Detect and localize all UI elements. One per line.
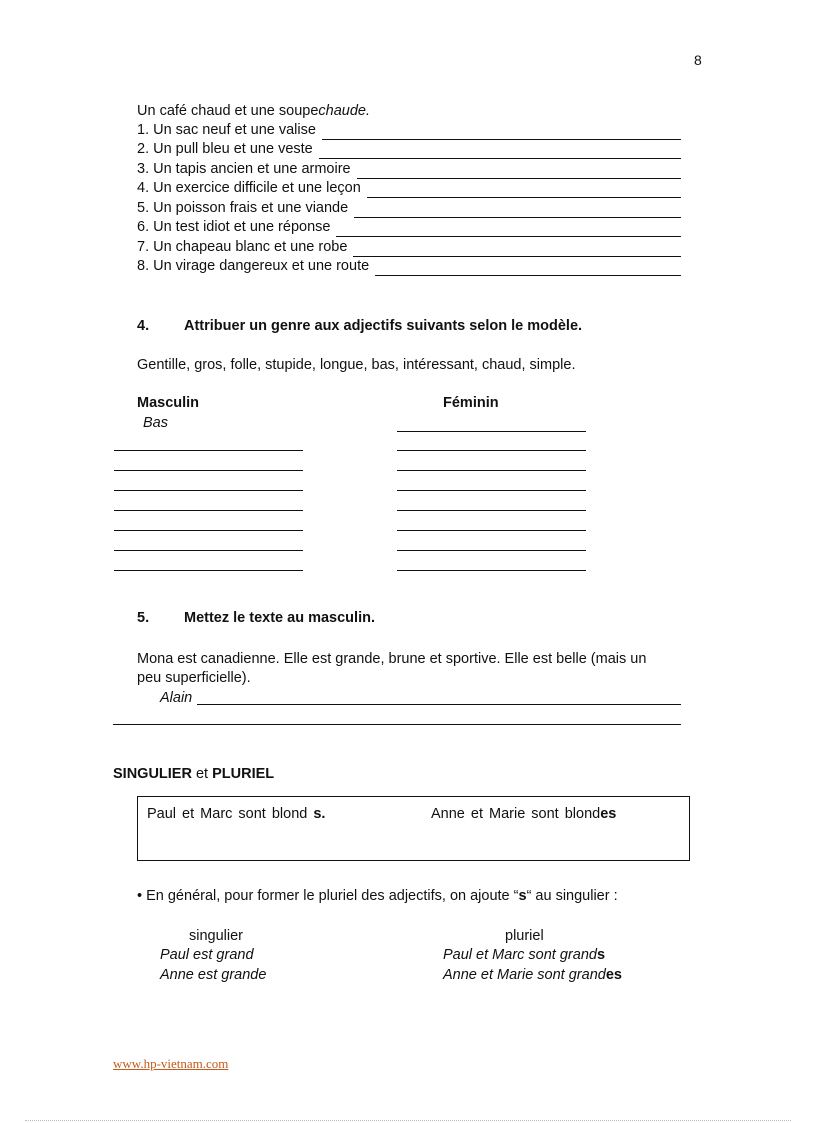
masculin-answer-line[interactable] [114, 510, 303, 511]
exercise-item-text: 3. Un tapis ancien et une armoire [137, 161, 351, 177]
feminin-answer-line[interactable] [397, 431, 586, 432]
exercise-5-title: Mettez le texte au masculin. [184, 610, 375, 626]
box-right-example [431, 806, 616, 822]
pluriel-example-1 [443, 947, 605, 963]
feminin-answer-line[interactable] [397, 510, 586, 511]
box-left-ending: s. [307, 806, 326, 822]
exercise-item [137, 238, 681, 257]
answer-line-2[interactable] [113, 724, 681, 725]
feminin-answer-line[interactable] [397, 570, 586, 571]
example-text: Un café chaud et une soupe [137, 103, 319, 119]
answer-start: Alain [160, 690, 193, 706]
exercise-item-text: 7. Un chapeau blanc et une robe [137, 239, 348, 255]
answer-blank[interactable] [319, 144, 681, 159]
rule-s: s [518, 888, 527, 904]
box-left-example [147, 806, 325, 822]
answer-blank[interactable] [353, 242, 681, 257]
answer-blank[interactable] [354, 203, 681, 218]
answer-blank[interactable] [336, 222, 681, 237]
exercise-item [137, 179, 681, 198]
pluriel-header: pluriel [505, 928, 544, 944]
section-pluriel: PLURIEL [212, 766, 275, 782]
exercise-item [137, 218, 681, 237]
section-et: et [191, 766, 213, 782]
singulier-example-1: Paul est grand [160, 947, 254, 963]
masculin-answer-line[interactable] [114, 550, 303, 551]
pluriel-example-2-stem: Anne et Marie sont grand [443, 967, 606, 983]
footer-link[interactable]: www.hp-vietnam.com [113, 1056, 229, 1071]
example-answer: chaude. [318, 103, 370, 119]
column-feminin-header: Féminin [443, 395, 499, 411]
example-masculin: Bas [143, 415, 168, 431]
feminin-answer-line[interactable] [397, 490, 586, 491]
rule-text-after: “ au singulier : [526, 888, 618, 904]
exercise-item [137, 199, 681, 218]
bullet-icon: • [137, 888, 143, 904]
feminin-answer-line[interactable] [397, 470, 586, 471]
example-line [137, 102, 370, 121]
answer-blank[interactable] [375, 261, 681, 276]
box-right-text: Anne et Marie sont blond [431, 806, 601, 822]
exercise-item [137, 121, 681, 140]
singulier-example-2: Anne est grande [160, 967, 267, 983]
box-right-ending: es [600, 806, 617, 822]
pluriel-example-1-ending: s [596, 947, 606, 963]
exercise-item-text: 5. Un poisson frais et une viande [137, 200, 349, 216]
feminin-answer-line[interactable] [397, 550, 586, 551]
section-singulier: SINGULIER [113, 766, 192, 782]
exercise-item-text: 4. Un exercice difficile et une leçon [137, 180, 361, 196]
page-number: 8 [694, 52, 702, 68]
masculin-answer-line[interactable] [114, 530, 303, 531]
masculin-answer-line[interactable] [114, 450, 303, 451]
feminin-answer-line[interactable] [397, 530, 586, 531]
rule-line [137, 888, 618, 904]
masculin-answer-line[interactable] [114, 470, 303, 471]
feminin-answer-line[interactable] [397, 450, 586, 451]
exercise-item-text: 6. Un test idiot et une réponse [137, 219, 331, 235]
exercise-4-number: 4. [137, 318, 150, 334]
section-title [113, 766, 274, 782]
exercise-5-number: 5. [137, 610, 150, 626]
exercise-item [137, 160, 681, 179]
text-line-2: peu superficielle). [137, 670, 251, 686]
exercise-item [137, 257, 681, 276]
answer-blank[interactable] [322, 125, 681, 140]
box-left-text: Paul et Marc sont blond [147, 806, 308, 822]
rule-text-before: En général, pour former le pluriel des adjectifs, on ajoute “ [142, 888, 519, 904]
exercise-item-text: 2. Un pull bleu et une veste [137, 141, 313, 157]
exercise-item-text: 8. Un virage dangereux et une route [137, 258, 370, 274]
exercise-item [137, 140, 681, 159]
pluriel-example-2 [443, 967, 622, 983]
exercise-4-title: Attribuer un genre aux adjectifs suivants selon le modèle. [184, 318, 583, 334]
answer-line-1[interactable] [197, 704, 681, 705]
exercise-item-text: 1. Un sac neuf et une valise [137, 122, 316, 138]
masculin-answer-line[interactable] [114, 570, 303, 571]
answer-blank[interactable] [357, 164, 681, 179]
masculin-answer-line[interactable] [114, 490, 303, 491]
singulier-header: singulier [189, 928, 243, 944]
word-list: Gentille, gros, folle, stupide, longue, bas, intéressant, chaud, simple. [137, 357, 576, 373]
pluriel-example-1-stem: Paul et Marc sont grand [443, 947, 597, 963]
text-line-1: Mona est canadienne. Elle est grande, brune et sportive. Elle est belle (mais un [137, 651, 647, 667]
column-masculin-header: Masculin [137, 395, 200, 411]
page-bottom-divider [25, 1120, 791, 1121]
pluriel-example-2-ending: es [605, 967, 622, 983]
answer-blank[interactable] [367, 183, 681, 198]
